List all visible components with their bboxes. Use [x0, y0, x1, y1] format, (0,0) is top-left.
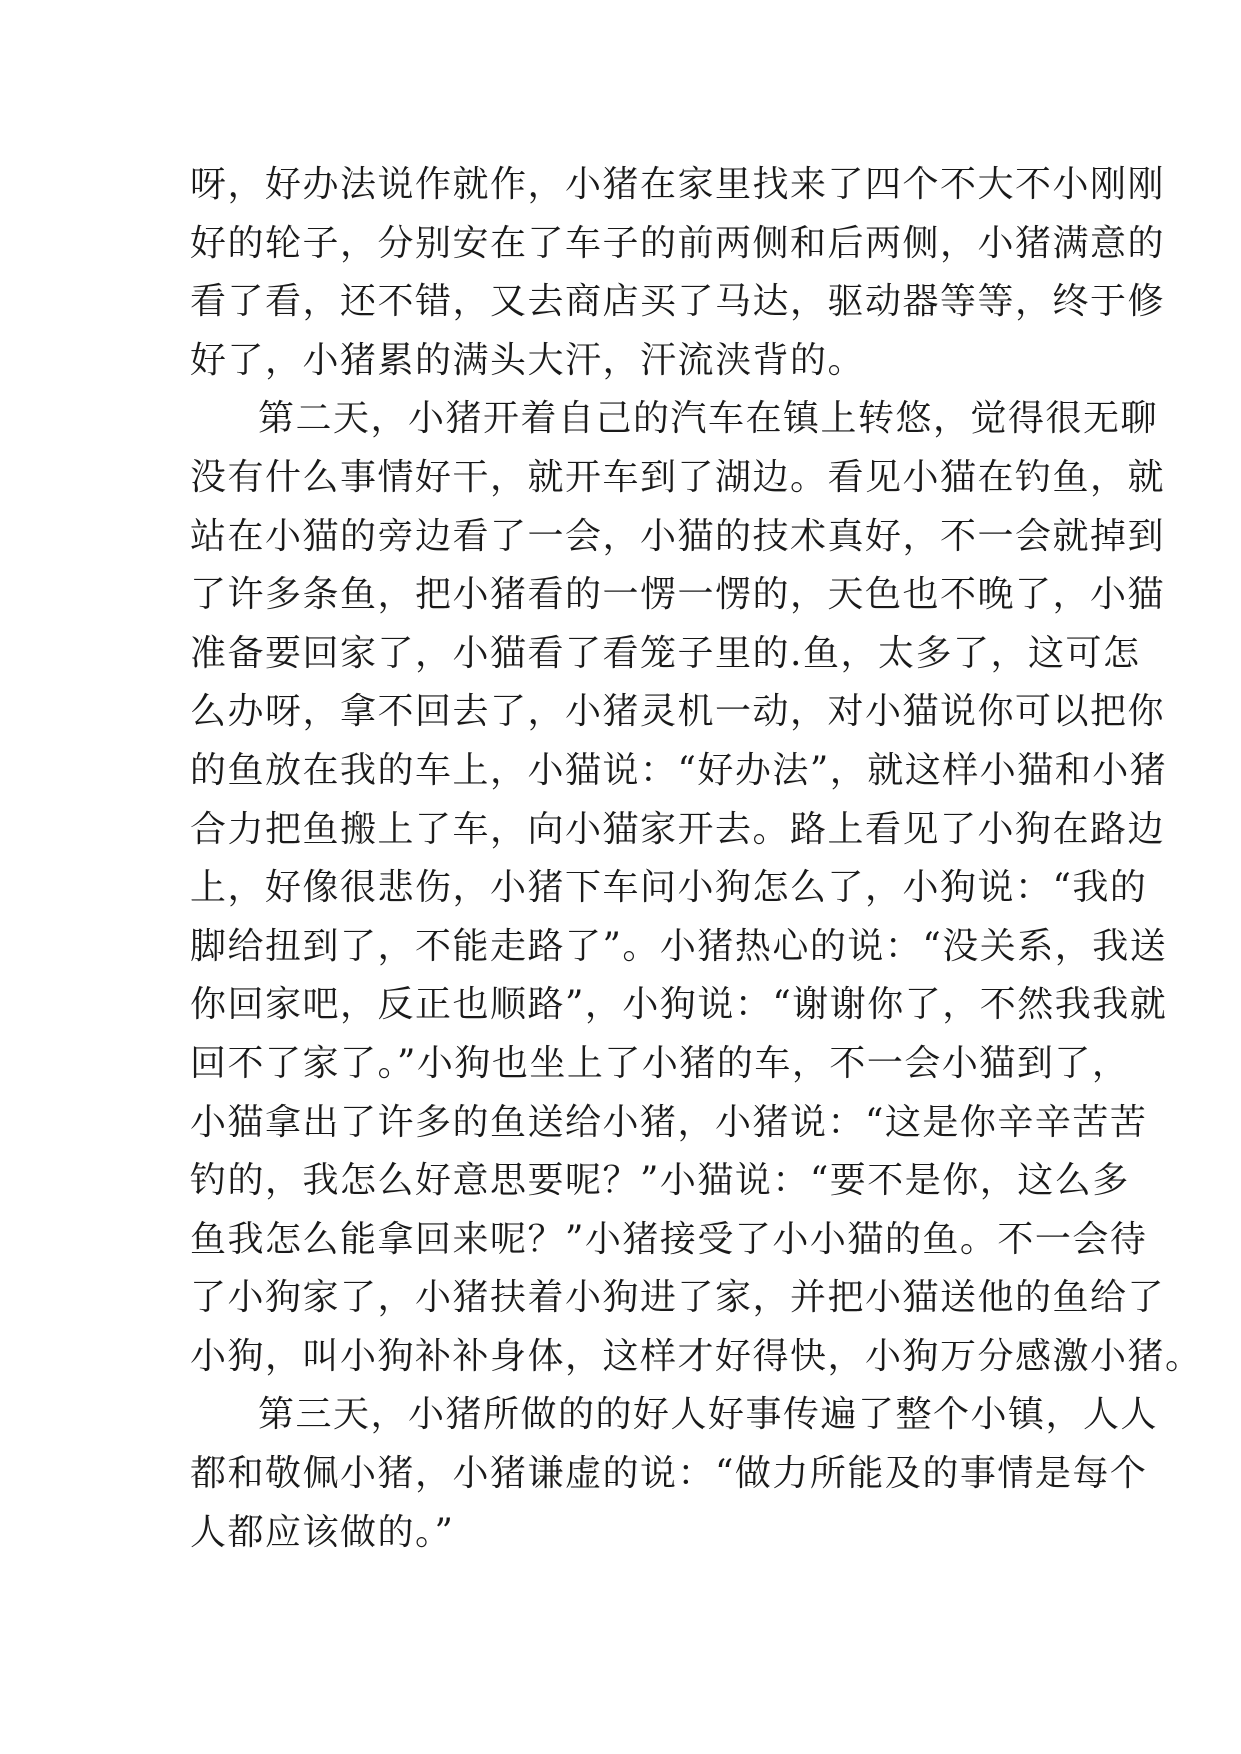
text-line: 准备要回家了，小猫看了看笼子里的.鱼，太多了，这可怎	[190, 632, 1141, 674]
story-text	[190, 156, 1203, 1562]
text-line: 回不了家了。”小狗也坐上了小猪的车，不一会小猫到了，	[190, 1042, 1130, 1084]
text-line: 没有什么事情好干，就开车到了湖边。看见小猫在钓鱼，就	[190, 456, 1166, 498]
text-line: 么办呀，拿不回去了，小猪灵机一动，对小猫说你可以把你	[190, 691, 1166, 733]
text-line: 好了，小猪累的满头大汗，汗流浃背的。	[190, 339, 866, 381]
text-line: 呀，好办法说作就作，小猪在家里找来了四个不大不小刚刚	[190, 164, 1166, 205]
text-line: 第二天，小猪开着自己的汽车在镇上转悠，觉得很无聊	[258, 398, 1159, 440]
text-line: 合力把鱼搬上了车，向小猫家开去。路上看见了小狗在路边	[190, 808, 1166, 850]
text-line: 第三天，小猪所做的的好人好事传遍了整个小镇，人人	[258, 1394, 1159, 1436]
text-line: 站在小猫的旁边看了一会，小猫的技术真好，不一会就掉到	[190, 515, 1166, 557]
text-line: 脚给扭到了，不能走路了”。小猪热心的说：“没关系，我送	[190, 925, 1168, 967]
text-line: 小猫拿出了许多的鱼送给小猪，小猪说：“这是你辛辛苦苦	[190, 1101, 1148, 1143]
text-line: 好的轮子，分别安在了车子的前两侧和后两侧，小猪满意的	[190, 222, 1166, 264]
text-line: 你回家吧，反正也顺路”，小狗说：“谢谢你了，不然我我就	[190, 984, 1168, 1026]
text-line: 的鱼放在我的车上，小猫说：“好办法”，就这样小猫和小猪	[190, 749, 1168, 791]
text-line: 钓的，我怎么好意思要呢？”小猫说：“要不是你，这么多	[190, 1160, 1130, 1202]
text-line: 鱼我怎么能拿回来呢？”小猪接受了小小猫的鱼。不一会待	[190, 1218, 1148, 1260]
text-line: 看了看，还不错，又去商店买了马达，驱动器等等，终于修	[190, 281, 1166, 323]
text-line: 了许多条鱼，把小猪看的一愣一愣的，天色也不晚了，小猫	[190, 574, 1166, 616]
text-line: 小狗，叫小狗补补身体，这样才好得快，小狗万分感激小猪。	[190, 1335, 1203, 1377]
text-line: 都和敬佩小猪，小猪谦虚的说：“做力所能及的事情是每个	[190, 1453, 1148, 1495]
text-line: 上，好像很悲伤，小猪下车问小狗怎么了，小狗说：“我的	[190, 867, 1148, 909]
text-line: 了小狗家了，小猪扶着小狗进了家，并把小猫送他的鱼给了	[190, 1277, 1166, 1319]
text-line: 人都应该做的。”	[190, 1511, 455, 1553]
